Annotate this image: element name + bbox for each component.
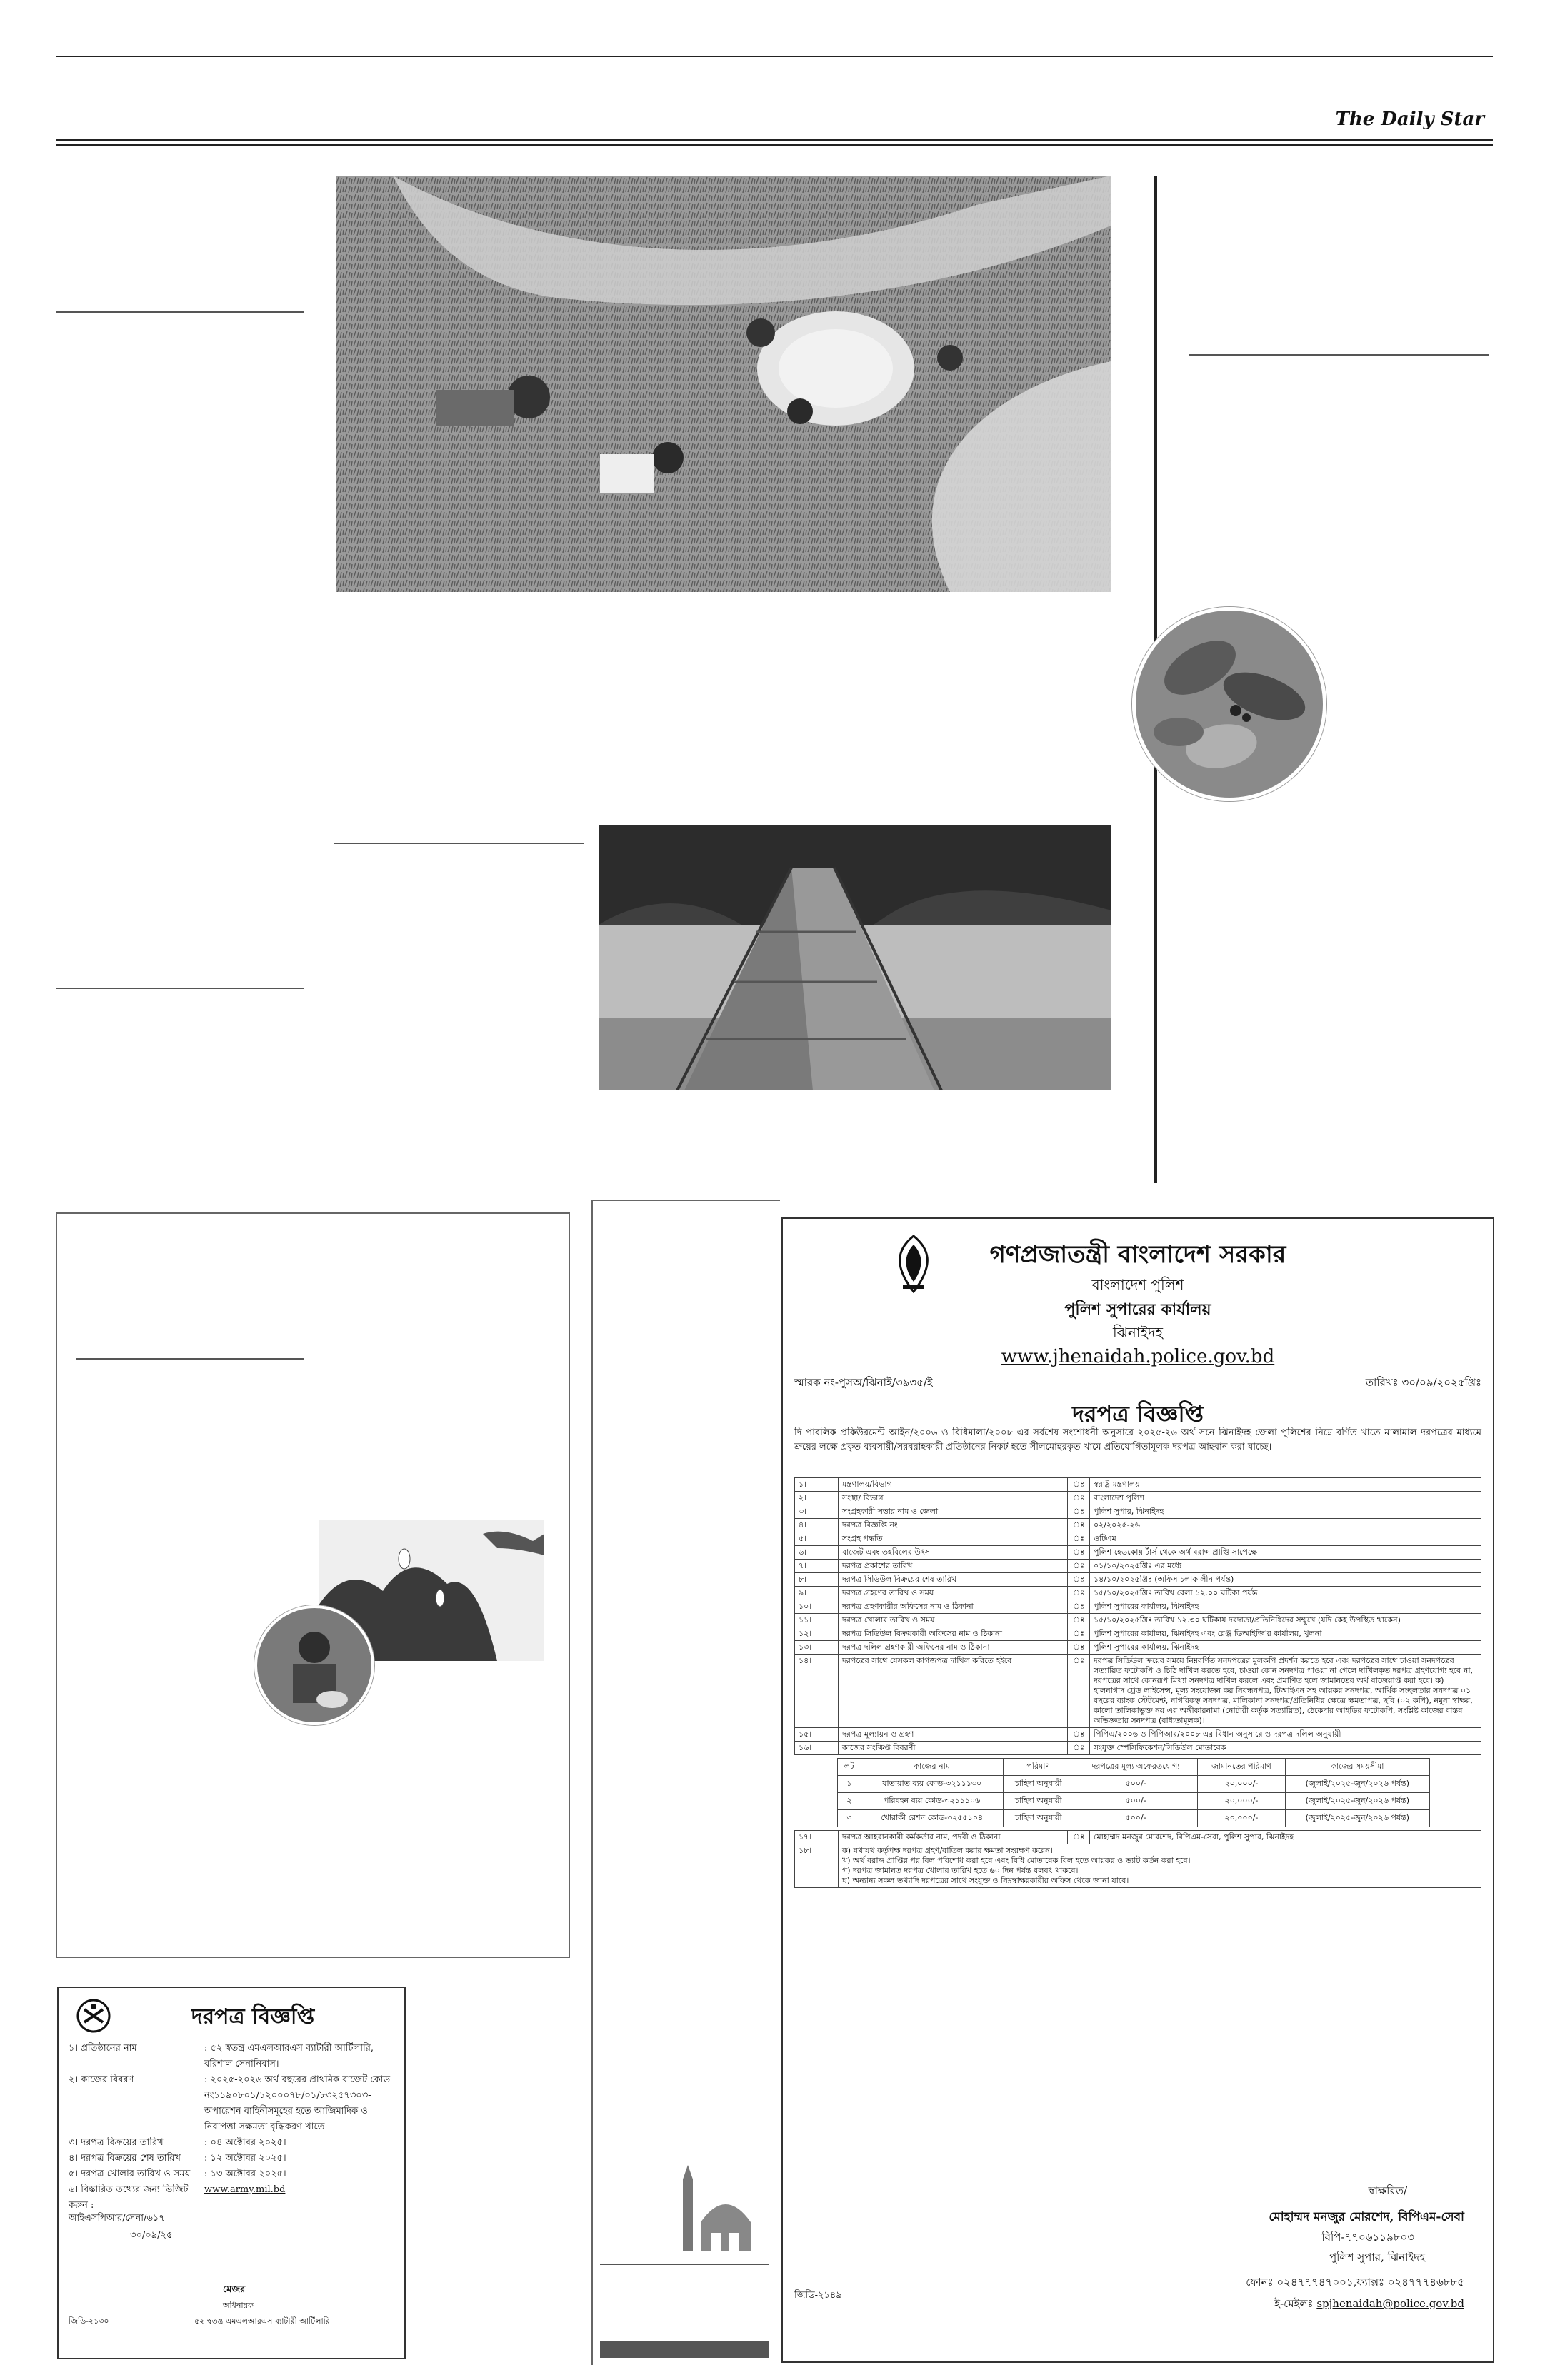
column-divider: [56, 311, 304, 313]
column-divider: [56, 988, 304, 989]
officer-name: মোহাম্মদ মনজুর মোরশেদ, বিপিএম-সেবা: [1269, 2210, 1464, 2224]
army-tender-notice: [57, 1987, 406, 2359]
officer-post: পুলিশ সুপার, ঝিনাইদহ: [1329, 2251, 1425, 2264]
notice-memo: স্মারক নং-পুসঅ/ঝিনাই/৩৯৩৫/ই: [794, 1376, 933, 1389]
notice-date: তারিখঃ ৩০/০৯/২০২৫খ্রিঃ: [1365, 1376, 1481, 1389]
army-ref-date: ৩০/০৯/২৫: [130, 2230, 173, 2241]
table-row: ৫। সংগ্রহ পদ্ধতি ঃ ওটিএম: [795, 1532, 1481, 1546]
table-row: ৪। দরপত্র বিজ্ঞপ্তি নং ঃ ০২/২০২৫-২৬: [795, 1519, 1481, 1532]
note-item: খ) অর্থ বরাদ্দ প্রাপ্তির পর বিল পরিশোধ করা হবে এবং বিধি মোতাবেক বিল হতে আয়কর ও ভ্যাট কর্তন করা হবে।: [842, 1856, 1191, 1865]
masthead-rule-1: [56, 139, 1493, 141]
army-details: [69, 2041, 394, 2214]
column-divider: [1189, 354, 1489, 356]
table-row: ৩। সংগ্রহকারী সত্তার নাম ও জেলা ঃ পুলিশ সুপার, ঝিনাইদহ: [795, 1505, 1481, 1519]
army-rank: মেজর: [223, 2284, 246, 2295]
note-item: গ) দরপত্র জামানত দরপত্র খোলার তারিখ হতে ৬০ দিন পর্যন্ত বলবৎ থাকবে।: [842, 1866, 1079, 1875]
column-header: লট: [838, 1759, 861, 1776]
lots-table: [837, 1758, 1430, 1827]
column-header: কাজের নাম: [861, 1759, 1003, 1776]
signed-label: স্বাক্ষরিত/: [1368, 2184, 1407, 2197]
mosque-icon: [676, 2165, 758, 2251]
email-link[interactable]: spjhenaidah@police.gov.bd: [1316, 2297, 1464, 2310]
army-heading: দরপত্র বিজ্ঞপ্তি: [191, 2004, 315, 2029]
army-unit: ৫২ স্বতন্ত্র এমএলআরএস ব্যাটারী আর্টিলারি: [194, 2316, 330, 2326]
officer-email: ই-মেইলঃ spjhenaidah@police.gov.bd: [1274, 2297, 1464, 2310]
army-detail-row: ৩। দরপত্র বিক্রয়ের তারিখ : ০৪ অক্টোবর ২০২৫।: [69, 2137, 286, 2148]
army-detail-row: ৬। বিস্তারিত তথ্যের জন্য ভিজিট করুন : www.army.mil.bd: [69, 2182, 394, 2214]
masthead-rule-2: [56, 144, 1493, 146]
notes-cell: [839, 1844, 1481, 1888]
masthead-brand: The Daily Star: [1335, 109, 1484, 130]
army-ref: আইএসপিআর/সেনা/৬১৭: [69, 2213, 165, 2224]
notice-intro: দি পাবলিক প্রকিউরমেন্ট আইন/২০০৬ ও বিধিমালা/২০০৮ এর সর্বশেষ সংশোধনী অনুসারে ২০২৫-২৬ অর্থ সনে ঝিনাইদহ জেলা পুলিশের নিম্নে বর্ণিত খাতে মালামাল দরপত্রের মাধ্যমে ক্রয়ের লক্ষে প্রকৃত ব্যবসায়ী/সরবরাহকারী প্রতিষ্ঠানের নিকট হতে সীলমোহরকৃত খামে প্রতিযোগিতামূলক দরপত্র আহবান করা যাচ্ছে।: [794, 1427, 1481, 1452]
table-row: ১২। দরপত্র সিডিউল বিক্রয়কারী অফিসের নাম ও ঠিকানা ঃ পুলিশ সুপারের কার্যালয়, ঝিনাইদহ এবং রেঞ্জ ডিআইজি'র কার্যালয়, খুলনা: [795, 1627, 1481, 1641]
table-row: ৩ খোরাকী রেশন কোড-৩২৫৫১০৪ চাহিদা অনুযায়ী ৫০০/- ২০,০০০/- (জুলাই/২০২৫-জুন/২০২৬ পর্যন্ত): [838, 1810, 1430, 1827]
column-divider: [600, 2264, 769, 2265]
table-row: ১১। দরপত্র খোলার তারিখ ও সময় ঃ ১৫/১০/২০২৫খ্রিঃ তারিখ ১২.৩০ ঘটিকায় দরদাতা/প্রতিনিধিদের সম্মুখে (যদি কেহ উপস্থিত থাকেন): [795, 1614, 1481, 1627]
table-row: ১৫। দরপত্র মূল্যায়ন ও গ্রহণ ঃ পিপিএ/২০০৬ ও পিপিআর/২০০৮ এর বিধান অনুসারে ও দরপত্র দলিল অনুযায়ী: [795, 1728, 1481, 1742]
table-header-row: [838, 1759, 1430, 1776]
table-row: ৭। দরপত্র প্রকাশের তারিখ ঃ ০১/১০/২০২৫খ্রিঃ এর মধ্যে: [795, 1560, 1481, 1573]
column-header: জামানতের পরিমাণ: [1198, 1759, 1286, 1776]
army-detail-row: ১। প্রতিষ্ঠানের নাম : ৫২ স্বতন্ত্র এমএলআরএস ব্যাটারী আর্টিলারি, বরিশাল সেনানিবাস।: [69, 2043, 374, 2069]
table-row: ৬। বাজেট এবং তহবিলের উৎস ঃ পুলিশ হেডকোয়ার্টার্স থেকে অর্থ বরাদ্দ প্রাপ্তি সাপেক্ষে: [795, 1546, 1481, 1560]
table-row: ৮। দরপত্র সিডিউল বিক্রয়ের শেষ তারিখ ঃ ১৪/১০/২০২৫খ্রিঃ (অফিস চলাকালীন পর্যন্ত): [795, 1573, 1481, 1587]
notice-gov-title: গণপ্রজাতন্ত্রী বাংলাদেশ সরকার: [989, 1240, 1286, 1269]
footer-bar: [600, 2341, 769, 2358]
army-detail-row: ২। কাজের বিবরণ : ২০২৫-২০২৬ অর্থ বছরের প্রাথমিক বাজেট কোড নং১১৯০৮০১/১২০০০৭৮/০১/৮৩২৫৭৩০৩- অপারেশন বাহিনীসমূহের হতে আজিমাদিক ও নিরাপত্তা সক্ষমতা বৃদ্ধিকরণ খাতে: [69, 2074, 391, 2132]
table-row: ২ পরিবহন ব্যয় কোড-৩২১১১০৬ চাহিদা অনুযায়ী ৫০০/- ২০,০০০/- (জুলাই/২০২৫-জুন/২০২৬ পর্যন্ত): [838, 1793, 1430, 1810]
table-row: ১৩। দরপত্র দলিল গ্রহণকারী অফিসের নাম ও ঠিকানা ঃ পুলিশ সুপারের কার্যালয়, ঝিনাইদহ: [795, 1641, 1481, 1655]
table-row: ১৬। কাজের সংক্ষিপ্ত বিবরণী ঃ সংযুক্ত স্পেসিফিকেশন/সিডিউল মোতাবেক: [795, 1742, 1481, 1755]
army-role: অধিনায়ক: [223, 2301, 254, 2310]
notice-gd-number: জিডি-২১৪৯: [794, 2290, 842, 2301]
column-header: পরিমাণ: [1003, 1759, 1074, 1776]
column-divider: [76, 1358, 304, 1360]
table-row: ১৮। ক) যথাযথ কর্তৃপক্ষ দরপত্র গ্রহণ/বাতিল করার ক্ষমতা সংরক্ষণ করেন। খ) অর্থ বরাদ্দ প্রাপ্তির পর বিল পরিশোধ করা হবে এবং বিধি মোতাবেক বিল হতে আয়কর ও ভ্যাট কর্তন করা হবে। গ) দরপত্র জামানত দরপত্র খোলার তারিখ হতে ৬০ দিন পর্যন্ত বলবৎ থাকবে। ঘ) অন্যান্য সকল তথ্যাদি দরপত্রের সাথে সংযুক্ত ও নিম্নস্বাক্ষরকারীর অফিস থেকে জানা যাবে।: [795, 1844, 1481, 1888]
leaves-circle-photo: [1132, 607, 1326, 801]
column-header: কাজের সময়সীমা: [1285, 1759, 1429, 1776]
army-gd-number: জিডি-২১৩০: [69, 2316, 109, 2326]
table-row: ৯। দরপত্র গ্রহণের তারিখ ও সময় ঃ ১৫/১০/২০২৫খ্রিঃ তারিখ বেলা ১২.০০ ঘটিকা পর্যন্ত: [795, 1587, 1481, 1600]
notice-org: বাংলাদেশ পুলিশ: [1091, 1276, 1184, 1293]
notice-heading: দরপত্র বিজ্ঞপ্তি: [1072, 1400, 1204, 1427]
notice-details-table: [794, 1477, 1481, 1888]
column-divider: [334, 843, 584, 844]
notice-district: ঝিনাইদহ: [1112, 1324, 1163, 1341]
notice-website-link[interactable]: www.jhenaidah.police.gov.bd: [1001, 1346, 1275, 1367]
police-tender-notice: [781, 1217, 1494, 2363]
column-header: দরপত্রের মূল্য অফেরতযোগ্য: [1074, 1759, 1197, 1776]
army-detail-row: ৪। দরপত্র বিক্রয়ের শেষ তারিখ : ১২ অক্টোবর ২০২৫।: [69, 2153, 286, 2164]
officer-phone: ফোনঃ ০২৪৭৭৭৪৭০০১,ফ্যাক্সঃ ০২৪৭৭৭৪৬৮৮৫: [1246, 2276, 1464, 2289]
table-row: ১৭। দরপত্র আহবানকারী কর্মকর্তার নাম, পদবী ও ঠিকানা ঃ মোহাম্মদ মনজুর মোরশেদ, বিপিএম-সেবা, পুলিশ সুপার, ঝিনাইদহ: [795, 1831, 1481, 1844]
table-row: ২। সংস্থা/ বিভাগ ঃ বাংলাদেশ পুলিশ: [795, 1492, 1481, 1505]
top-rule: [56, 56, 1493, 57]
army-website-link[interactable]: www.army.mil.bd: [204, 2184, 286, 2195]
table-row: ১০। দরপত্র গ্রহণকারীর অফিসের নাম ও ঠিকানা ঃ পুলিশ সুপারের কার্যালয়, ঝিনাইদহ: [795, 1600, 1481, 1614]
officer-bp: বিপি-৭৭০৬১১৯৮০৩: [1321, 2231, 1414, 2244]
army-detail-row: ৫। দরপত্র খোলার তারিখ ও সময় : ১৩ অক্টোবর ২০২৫।: [69, 2169, 286, 2179]
note-item: ঘ) অন্যান্য সকল তথ্যাদি দরপত্রের সাথে সংযুক্ত ও নিম্নস্বাক্ষরকারীর অফিস থেকে জানা যাবে।: [842, 1876, 1129, 1885]
bamboo-bridge-photo: [599, 825, 1111, 1090]
table-row: ১৪। দরপত্রের সাথে যেসকল কাগজপত্র দাখিল করিতে হইবে ঃ দরপত্র সিডিউল ক্রয়ের সময়ে নিম্নবর্ণিত সনদপত্রের মূলকপি প্রদর্শন করতে হবে এবং দরপত্রের সাথে চাওয়া সনদপত্রের সত্যায়িত ফটোকপি ও চিঠি দাখিল করতে হবে, চাওয়া কোন সনদপত্র পাওয়া না গেলে দাখিলকৃত দরপত্র গ্রহণযোগ্য হবে না, দরপত্রের সাথে কোনরূপ মিথ্যা সনদপত্র দাখিল করলে এবং প্রমাণিত হলে জামানতের অর্থ বাজেয়াপ্ত করা হবে। ক) হালনাগাদ ট্রেড লাইসেন্স, মূল্য সংযোজন কর নিবন্ধনপত্র, টিআইএন সহ আয়কর সনদপত্র, আর্থিক সচ্ছলতার সনদপত্র ০১ বছরের ব্যাংক স্টেটমেন্ট, নাগরিকত্ব সনদপত্র, মালিকানা সনদপত্র/প্রতিনিধির ক্ষেত্রে ক্ষমতাপত্র, ছবি (০২ কপি), নমুনা স্বাক্ষর, কালো তালিকাভুক্ত নয় এর অঙ্গীকারনামা (নোটারী কর্তৃক সত্যায়িত), ঠেকেদার আইডির ফটোকপি, সংশ্লিষ্ট কাজের বাস্তব অভিজ্ঞতার সনদপত্র (বাধ্যতামূলক)।: [795, 1655, 1481, 1728]
table-row: ১। মন্ত্রণালয়/বিভাগ ঃ স্বরাষ্ট্র মন্ত্রণালয়: [795, 1478, 1481, 1492]
table-row: ১ যাতায়াত ব্যয় কোড-৩২১১১৩০ চাহিদা অনুযায়ী ৫০০/- ২০,০০০/- (জুলাই/২০২৫-জুন/২০২৬ পর্যন্ত): [838, 1776, 1430, 1793]
person-circle-photo: [254, 1605, 374, 1725]
aerial-farmers-photo: [336, 176, 1111, 592]
note-item: ক) যথাযথ কর্তৃপক্ষ দরপত্র গ্রহণ/বাতিল করার ক্ষমতা সংরক্ষণ করেন।: [842, 1846, 1053, 1855]
notice-office: পুলিশ সুপারের কার্যালয়: [1064, 1300, 1211, 1319]
